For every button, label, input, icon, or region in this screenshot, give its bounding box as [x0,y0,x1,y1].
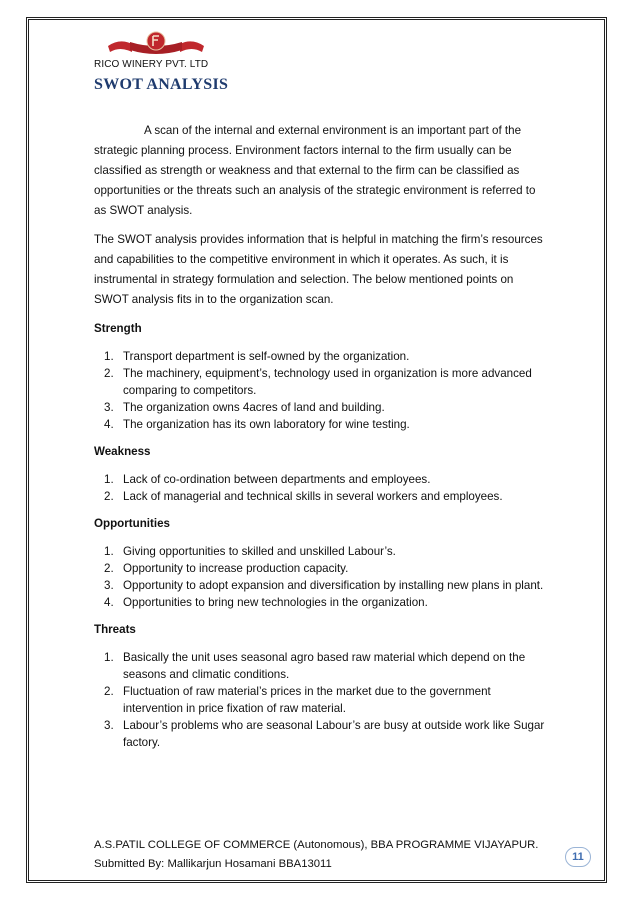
footer-college-line: A.S.PATIL COLLEGE OF COMMERCE (Autonomous), BBA PROGRAMME VIJAYAPUR. [94,839,539,851]
threats-list [94,649,549,751]
list-item: 1. Basically the unit uses seasonal agro based raw material which depend on the seasons and climatic conditions. [104,651,526,681]
opportunities-heading: Opportunities [94,517,170,530]
weakness-list [94,471,549,505]
company-name: RICO WINERY PVT. LTD [94,59,209,70]
list-item: 2. Opportunity to increase production capacity. [104,562,349,575]
list-item: 3. Labour’s problems who are seasonal Labour’s are busy at outside work like Sugar factory. [104,719,545,749]
page-title: SWOT ANALYSIS [94,76,229,93]
threats-heading: Threats [94,623,136,636]
winery-logo-ribbon-icon [106,30,206,60]
intro-paragraph-1: A scan of the internal and external environment is an important part of the strategic planning process. Environment factors internal to the firm usually can be classified as strength or weakness and that external to the firm can be classified as opportunities or the threats such an analysis of the strategic environment is referred to as SWOT analysis. [94,124,536,217]
document-body [94,121,549,760]
list-item: 2. Fluctuation of raw material’s prices in the market due to the government intervention in price fixation of raw material. [104,685,491,715]
list-item: 2. Lack of managerial and technical skills in several workers and employees. [104,490,503,503]
weakness-heading: Weakness [94,445,151,458]
footer-submitted-line: Submitted By: Mallikarjun Hosamani BBA13011 [94,858,332,870]
list-item: 1. Lack of co-ordination between departments and employees. [104,473,431,486]
page-footer [94,836,564,874]
opportunities-list [94,543,549,611]
strength-list [94,348,549,433]
list-item: 1. Giving opportunities to skilled and unskilled Labour’s. [104,545,396,558]
strength-heading: Strength [94,322,142,335]
intro-paragraph-2: The SWOT analysis provides information that is helpful in matching the firm’s resources and capabilities to the competitive environment in which it operates. As such, it is instrumental in strategy formulation and selection. The below mentioned points on SWOT analysis fits in to the organization scan. [94,233,543,306]
list-item: 3. Opportunity to adopt expansion and diversification by installing new plans in plant. [104,579,544,592]
list-item: 2. The machinery, equipment’s, technology used in organization is more advanced comparing to competitors. [104,367,532,397]
page-number-badge: 11 [565,847,591,867]
list-item: 1. Transport department is self-owned by the organization. [104,350,410,363]
list-item: 4. Opportunities to bring new technologies in the organization. [104,596,428,609]
list-item: 4. The organization has its own laboratory for wine testing. [104,418,410,431]
list-item: 3. The organization owns 4acres of land and building. [104,401,385,414]
